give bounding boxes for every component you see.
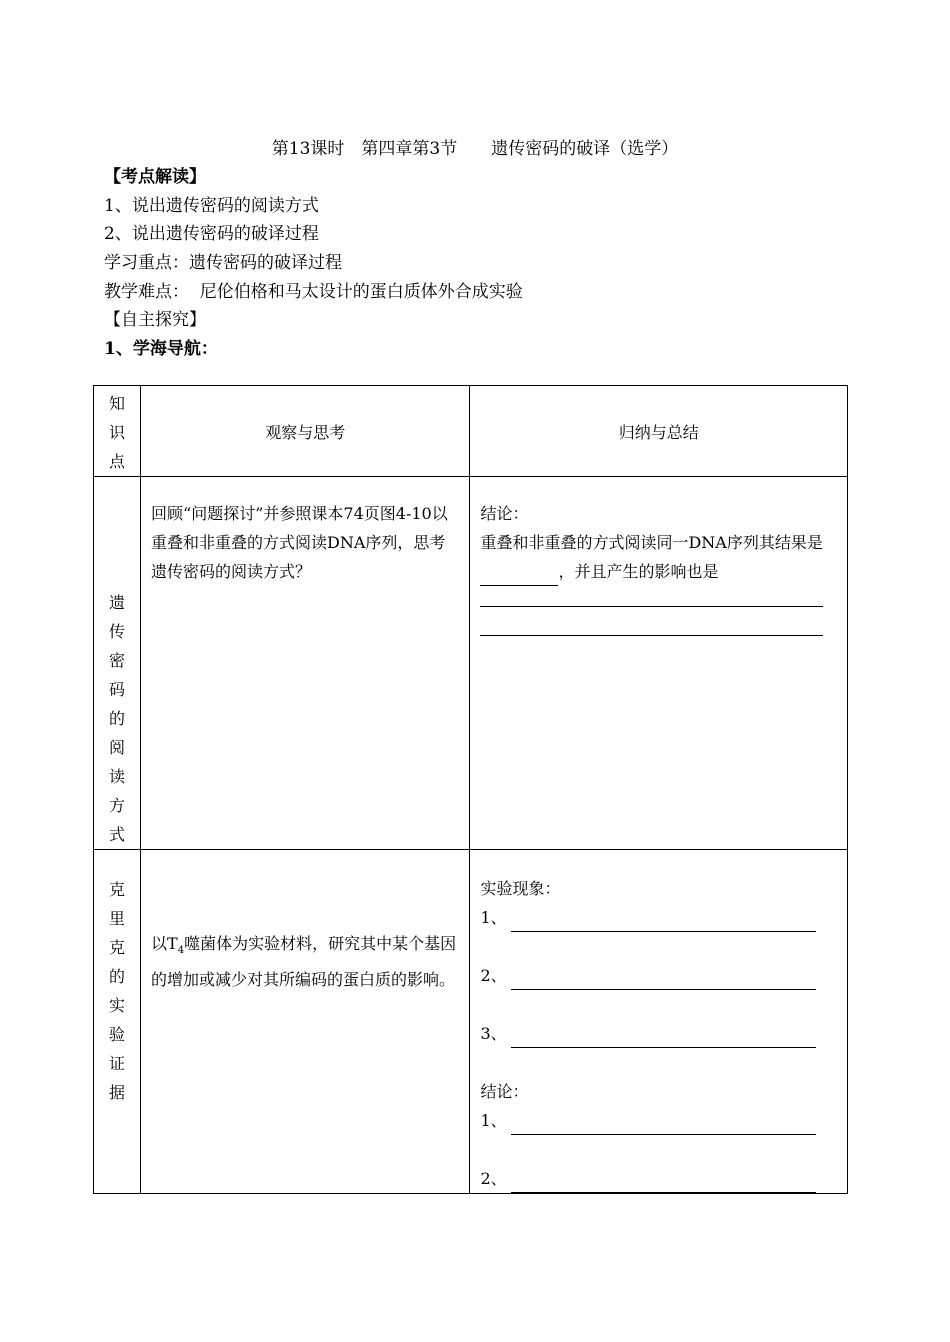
- conclusion-text-b: ，并且产生的影响也是: [558, 562, 719, 581]
- summary-crick-evidence: [470, 850, 848, 1194]
- topic-reading-mode: 遗传密码的阅读方式: [94, 477, 141, 850]
- table-header-row: [94, 386, 848, 477]
- key-point: 学习重点：遗传密码的破译过程: [104, 253, 342, 273]
- fill-blank-phenomenon-1[interactable]: [511, 911, 816, 932]
- conclusion-item-2: 2、: [480, 1164, 837, 1193]
- observe-reading-mode: 回顾“问题探讨”并参照课本74页图4-10以重叠和非重叠的方式阅读DNA序列，思考遗传密码的阅读方式？: [141, 477, 470, 850]
- fill-blank-phenomenon-3[interactable]: [511, 1027, 816, 1048]
- conclusion-item-1: 1、: [480, 1106, 837, 1135]
- fill-blank-conclusion-2[interactable]: [511, 1172, 816, 1193]
- section-kaodian: 【考点解读】: [104, 167, 206, 187]
- fill-blank-effect-2[interactable]: [480, 619, 823, 636]
- phenomenon-item-3: 3、: [480, 1019, 837, 1048]
- conclusion-label-2: 结论：: [480, 1082, 529, 1101]
- phenomenon-label: 实验现象：: [480, 879, 561, 898]
- header-summary: 归纳与总结: [470, 386, 848, 477]
- fill-blank-phenomenon-2[interactable]: [511, 969, 816, 990]
- header-observe: 观察与思考: [141, 386, 470, 477]
- fill-blank-conclusion-1[interactable]: [511, 1114, 816, 1135]
- fill-blank-effect-1[interactable]: [480, 590, 823, 607]
- table-row: [94, 477, 848, 850]
- conclusion-label: 结论：: [480, 504, 529, 523]
- objective-2: 2、说出遗传密码的破译过程: [104, 224, 319, 244]
- page-title: 第13课时 第四章第3节 遗传密码的破译（选学）: [271, 139, 679, 159]
- fill-blank-result[interactable]: [480, 567, 558, 586]
- header-knowledge-point: 知识点: [94, 386, 141, 477]
- objective-1: 1、说出遗传密码的阅读方式: [104, 196, 319, 216]
- section-zizhu: 【自主探究】: [104, 310, 206, 330]
- summary-reading-mode: [470, 477, 848, 850]
- phenomenon-item-2: 2、: [480, 961, 837, 990]
- study-table: [93, 385, 848, 1194]
- topic-crick-evidence: 克里克的实验证据: [94, 850, 141, 1194]
- table-row: [94, 850, 848, 1194]
- section-xuehai: 1、学海导航：: [104, 339, 218, 359]
- observe-crick-evidence: 以$T_4$噬菌体为实验材料，研究其中某个基因的增加或减少对其所编码的蛋白质的影响。: [141, 850, 470, 1194]
- conclusion-text-a: 重叠和非重叠的方式阅读同一DNA序列其结果是: [480, 533, 823, 552]
- phenomenon-item-1: 1、: [480, 903, 837, 932]
- difficult-point: 教学难点： 尼伦伯格和马太设计的蛋白质体外合成实验: [104, 282, 523, 302]
